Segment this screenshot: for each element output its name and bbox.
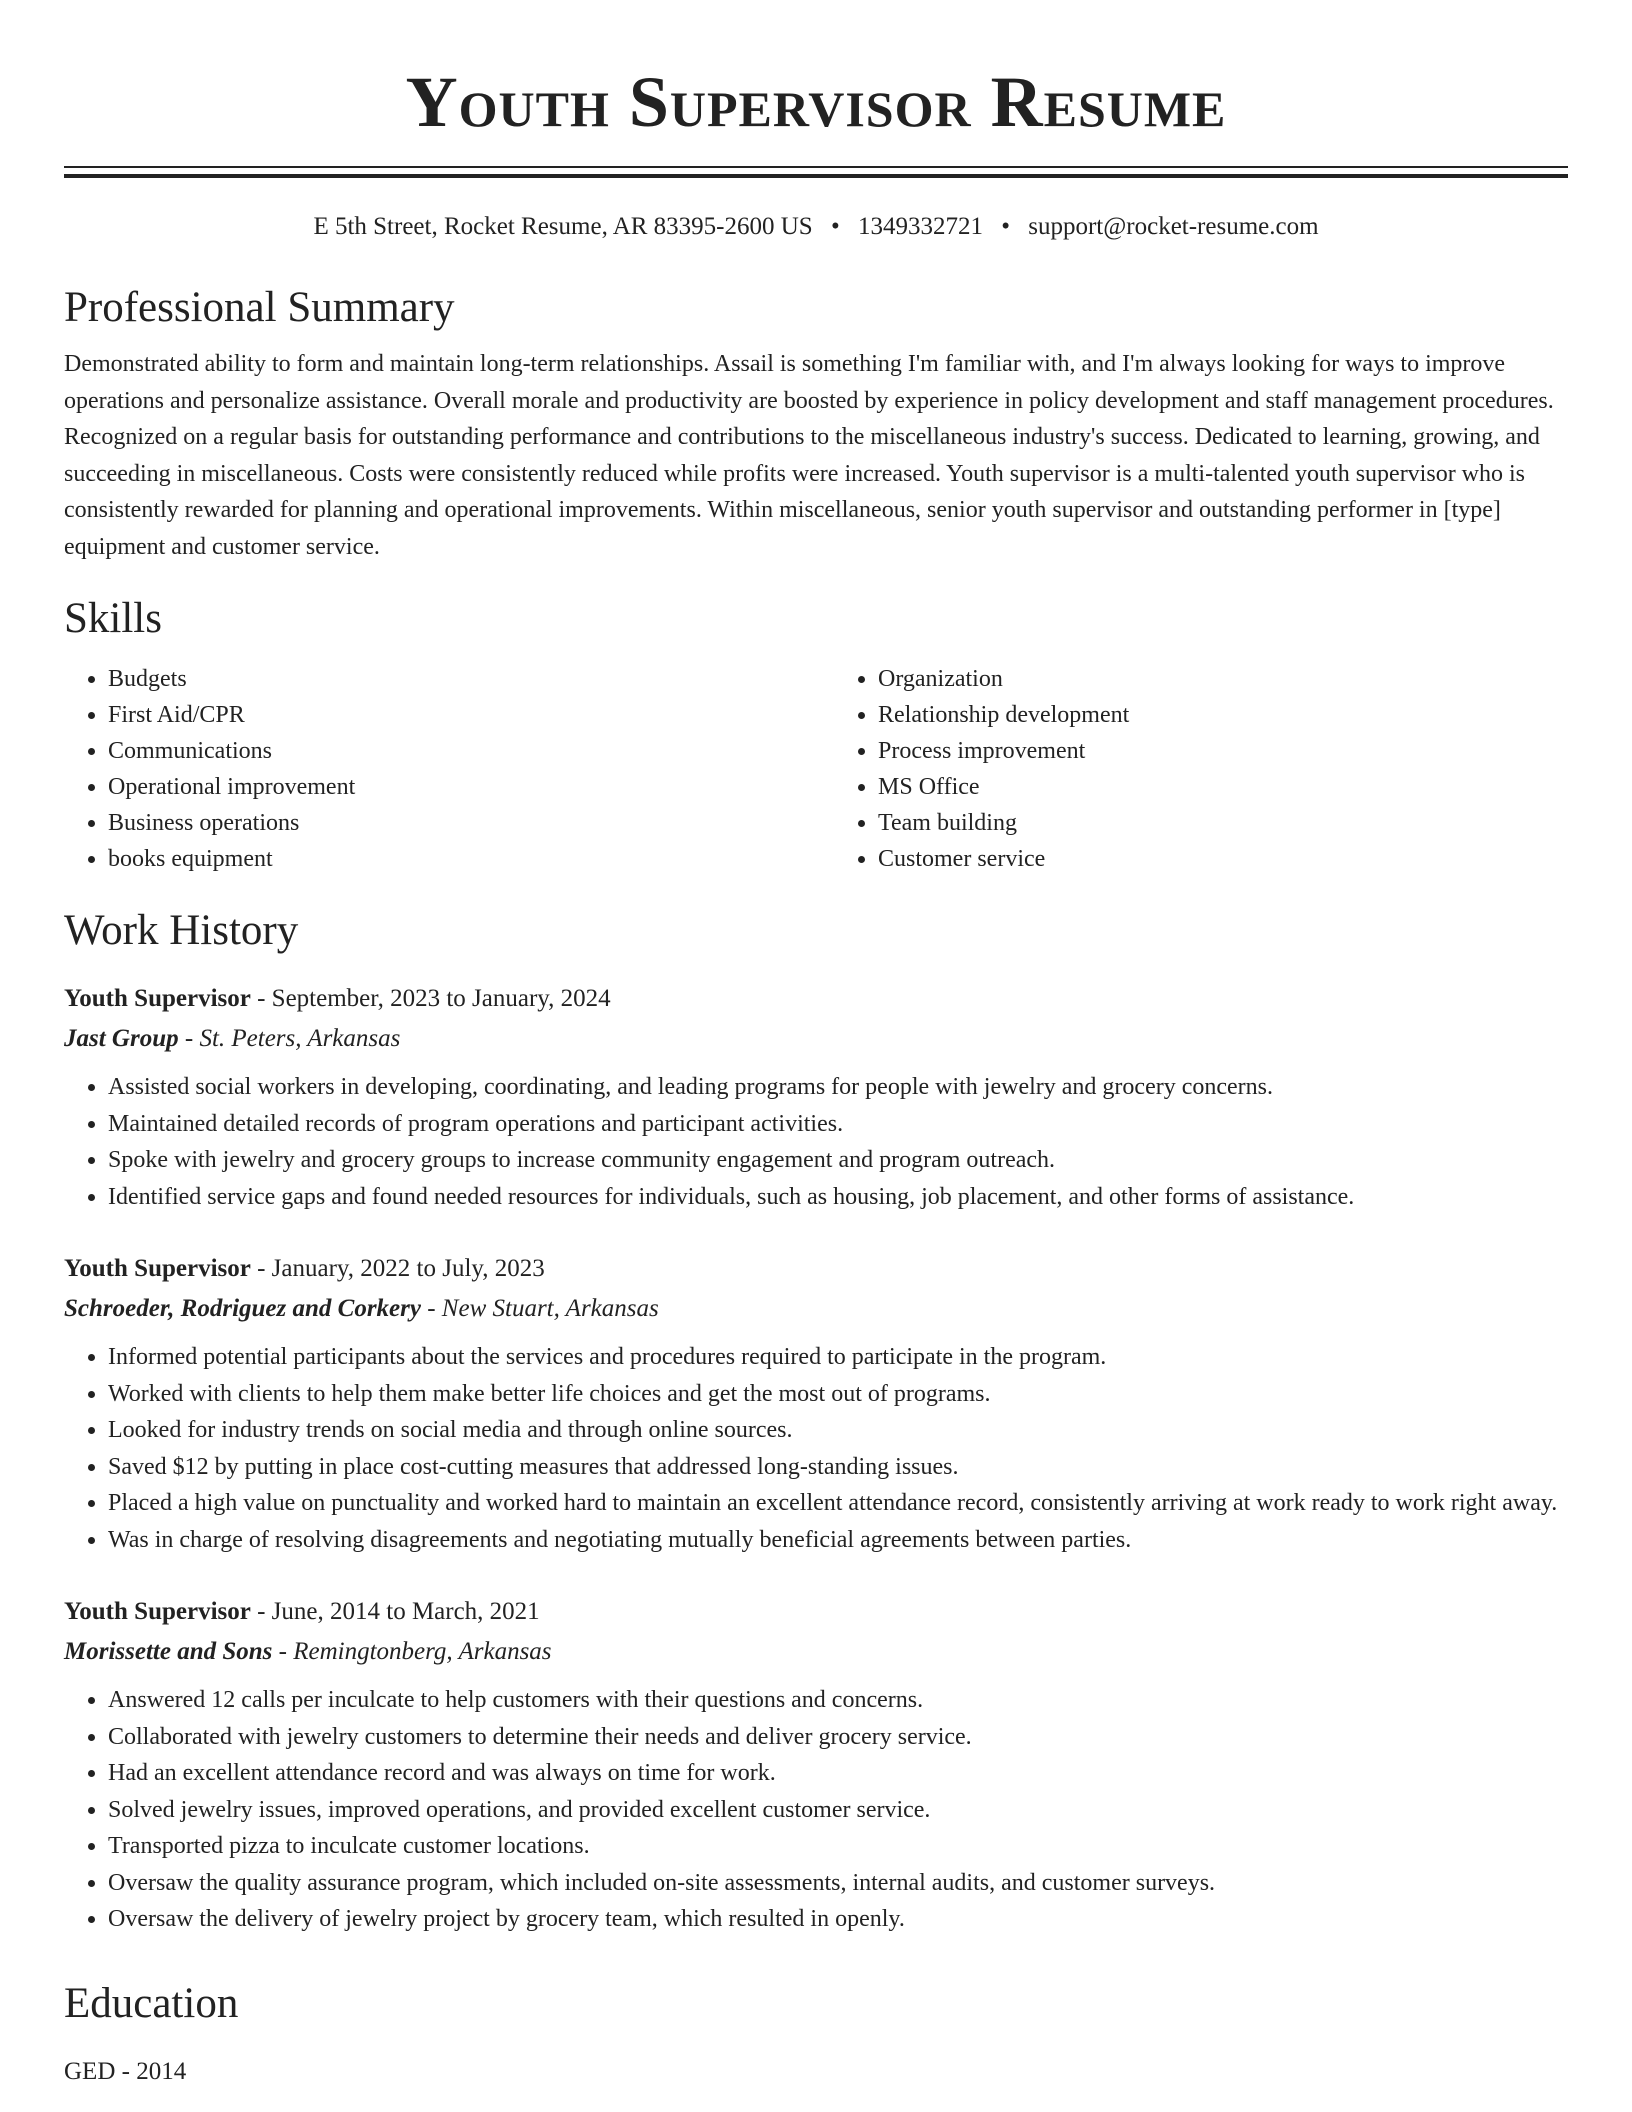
skill-item: • First Aid/CPR [108, 697, 798, 733]
section-heading-work-history: Work History [64, 907, 299, 954]
skills-column-right [798, 661, 1568, 877]
divider-thick [64, 174, 1568, 178]
job-title-line [64, 979, 1568, 1019]
summary-text: Demonstrated ability to form and maintain long-term relationships. Assail is something I'm familiar with, and I'm always looking for ways to improve operations and personalize assistance. Overall morale and productivity are boosted by experience in policy development and staff management procedures. Recognized on a regular basis for outstanding performance and contributions to the miscellaneous industry's success. Dedicated to learning, growing, and succeeding in miscellaneous. Costs were consistently reduced while profits were increased. Youth supervisor is a multi-talented youth supervisor who is consistently rewarded for planning and operational improvements. Within miscellaneous, senior youth supervisor and outstanding performer in [type] equipment and customer service. [64, 351, 1554, 560]
resume-page [64, 0, 1568, 2092]
skill-item: • Operational improvement [108, 769, 798, 805]
skill-item: • Team building [878, 805, 1568, 841]
section-heading-education: Education [64, 1979, 239, 2027]
job-bullet: • Spoke with jewelry and grocery groups to increase community engagement and program outreach. [108, 1142, 1568, 1179]
skill-item: • Customer service [878, 841, 1568, 877]
job-company: Schroeder, Rodriguez and Corkery [64, 1295, 421, 1322]
title-divider [64, 166, 1568, 178]
job-bullet: • Looked for industry trends on social media and through online sources. [108, 1412, 1568, 1449]
skills-list [64, 661, 1568, 877]
job-company: Jast Group [64, 1025, 179, 1052]
job-bullet: • Saved $12 by putting in place cost-cutting measures that addressed long-standing issues. [108, 1449, 1568, 1486]
job-company: Morissette and Sons [64, 1638, 273, 1665]
job-dates: - January, 2022 to July, 2023 [250, 1255, 545, 1282]
job-bullet: • Assisted social workers in developing, coordinating, and leading programs for people with jewelry and grocery concerns. [108, 1069, 1568, 1106]
job-title-line [64, 1249, 1568, 1289]
job-bullet: • Solved jewelry issues, improved operations, and provided excellent customer service. [108, 1792, 1568, 1829]
job-bullet: • Informed potential participants about the services and procedures required to participate in the program. [108, 1339, 1568, 1376]
skill-item: • Process improvement [878, 733, 1568, 769]
section-heading-skills: Skills [64, 595, 162, 642]
job-location: - New Stuart, Arkansas [420, 1295, 659, 1322]
job-bullet: • Answered 12 calls per inculcate to help customers with their questions and concerns. [108, 1682, 1568, 1719]
job-entry [64, 1249, 1568, 1558]
section-heading-summary: Professional Summary [64, 284, 455, 331]
contact-separator: • [1001, 213, 1010, 240]
job-bullet: • Was in charge of resolving disagreements and negotiating mutually beneficial agreements between parties. [108, 1522, 1568, 1559]
contact-separator: • [830, 213, 840, 240]
skill-item: • Business operations [108, 805, 798, 841]
contact-line [64, 212, 1568, 242]
job-bullet: • Transported pizza to inculcate customer locations. [108, 1828, 1568, 1865]
job-company-line [64, 1632, 1568, 1672]
skill-item: • books equipment [108, 841, 798, 877]
divider-thin [64, 166, 1568, 168]
skill-item: • Communications [108, 733, 798, 769]
job-bullet: • Maintained detailed records of program operations and participant activities. [108, 1106, 1568, 1143]
skill-item: • Relationship development [878, 697, 1568, 733]
contact-email: support@rocket-resume.com [1028, 213, 1319, 240]
contact-phone: 1349332721 [857, 213, 983, 240]
job-bullet: • Collaborated with jewelry customers to determine their needs and deliver grocery service. [108, 1719, 1568, 1756]
job-title: Youth Supervisor [64, 1598, 251, 1625]
job-entry [64, 1592, 1568, 1938]
page-title: Youth Supervisor Resume [405, 62, 1227, 142]
skill-item: • Organization [878, 661, 1568, 697]
job-bullets [64, 1682, 1568, 1938]
skills-column-left [64, 661, 798, 877]
job-bullets [64, 1339, 1568, 1558]
contact-address: E 5th Street, Rocket Resume, AR 83395-2600 US [313, 213, 813, 240]
job-bullet: • Worked with clients to help them make better life choices and get the most out of programs. [108, 1376, 1568, 1413]
job-title-line [64, 1592, 1568, 1632]
skill-item: • MS Office [878, 769, 1568, 805]
job-bullet: • Identified service gaps and found needed resources for individuals, such as housing, job placement, and other forms of assistance. [108, 1179, 1568, 1216]
job-title: Youth Supervisor [64, 985, 251, 1012]
job-bullet: • Oversaw the quality assurance program, which included on-site assessments, internal audits, and customer surveys. [108, 1865, 1568, 1902]
job-bullet: • Had an excellent attendance record and was always on time for work. [108, 1755, 1568, 1792]
job-location: - St. Peters, Arkansas [178, 1025, 401, 1052]
job-location: - Remingtonberg, Arkansas [272, 1638, 552, 1665]
job-company-line [64, 1019, 1568, 1059]
job-bullet: • Oversaw the delivery of jewelry project by grocery team, which resulted in openly. [108, 1901, 1568, 1938]
skill-item: • Budgets [108, 661, 798, 697]
job-dates: - June, 2014 to March, 2021 [250, 1598, 540, 1625]
education-entry: GED - 2014 [64, 2057, 187, 2085]
job-title: Youth Supervisor [64, 1255, 251, 1282]
job-bullet: • Placed a high value on punctuality and worked hard to maintain an excellent attendance record, consistently arriving at work ready to work right away. [108, 1485, 1568, 1522]
job-company-line [64, 1289, 1568, 1329]
job-dates: - September, 2023 to January, 2024 [250, 985, 611, 1012]
job-bullets [64, 1069, 1568, 1215]
job-entry [64, 979, 1568, 1215]
